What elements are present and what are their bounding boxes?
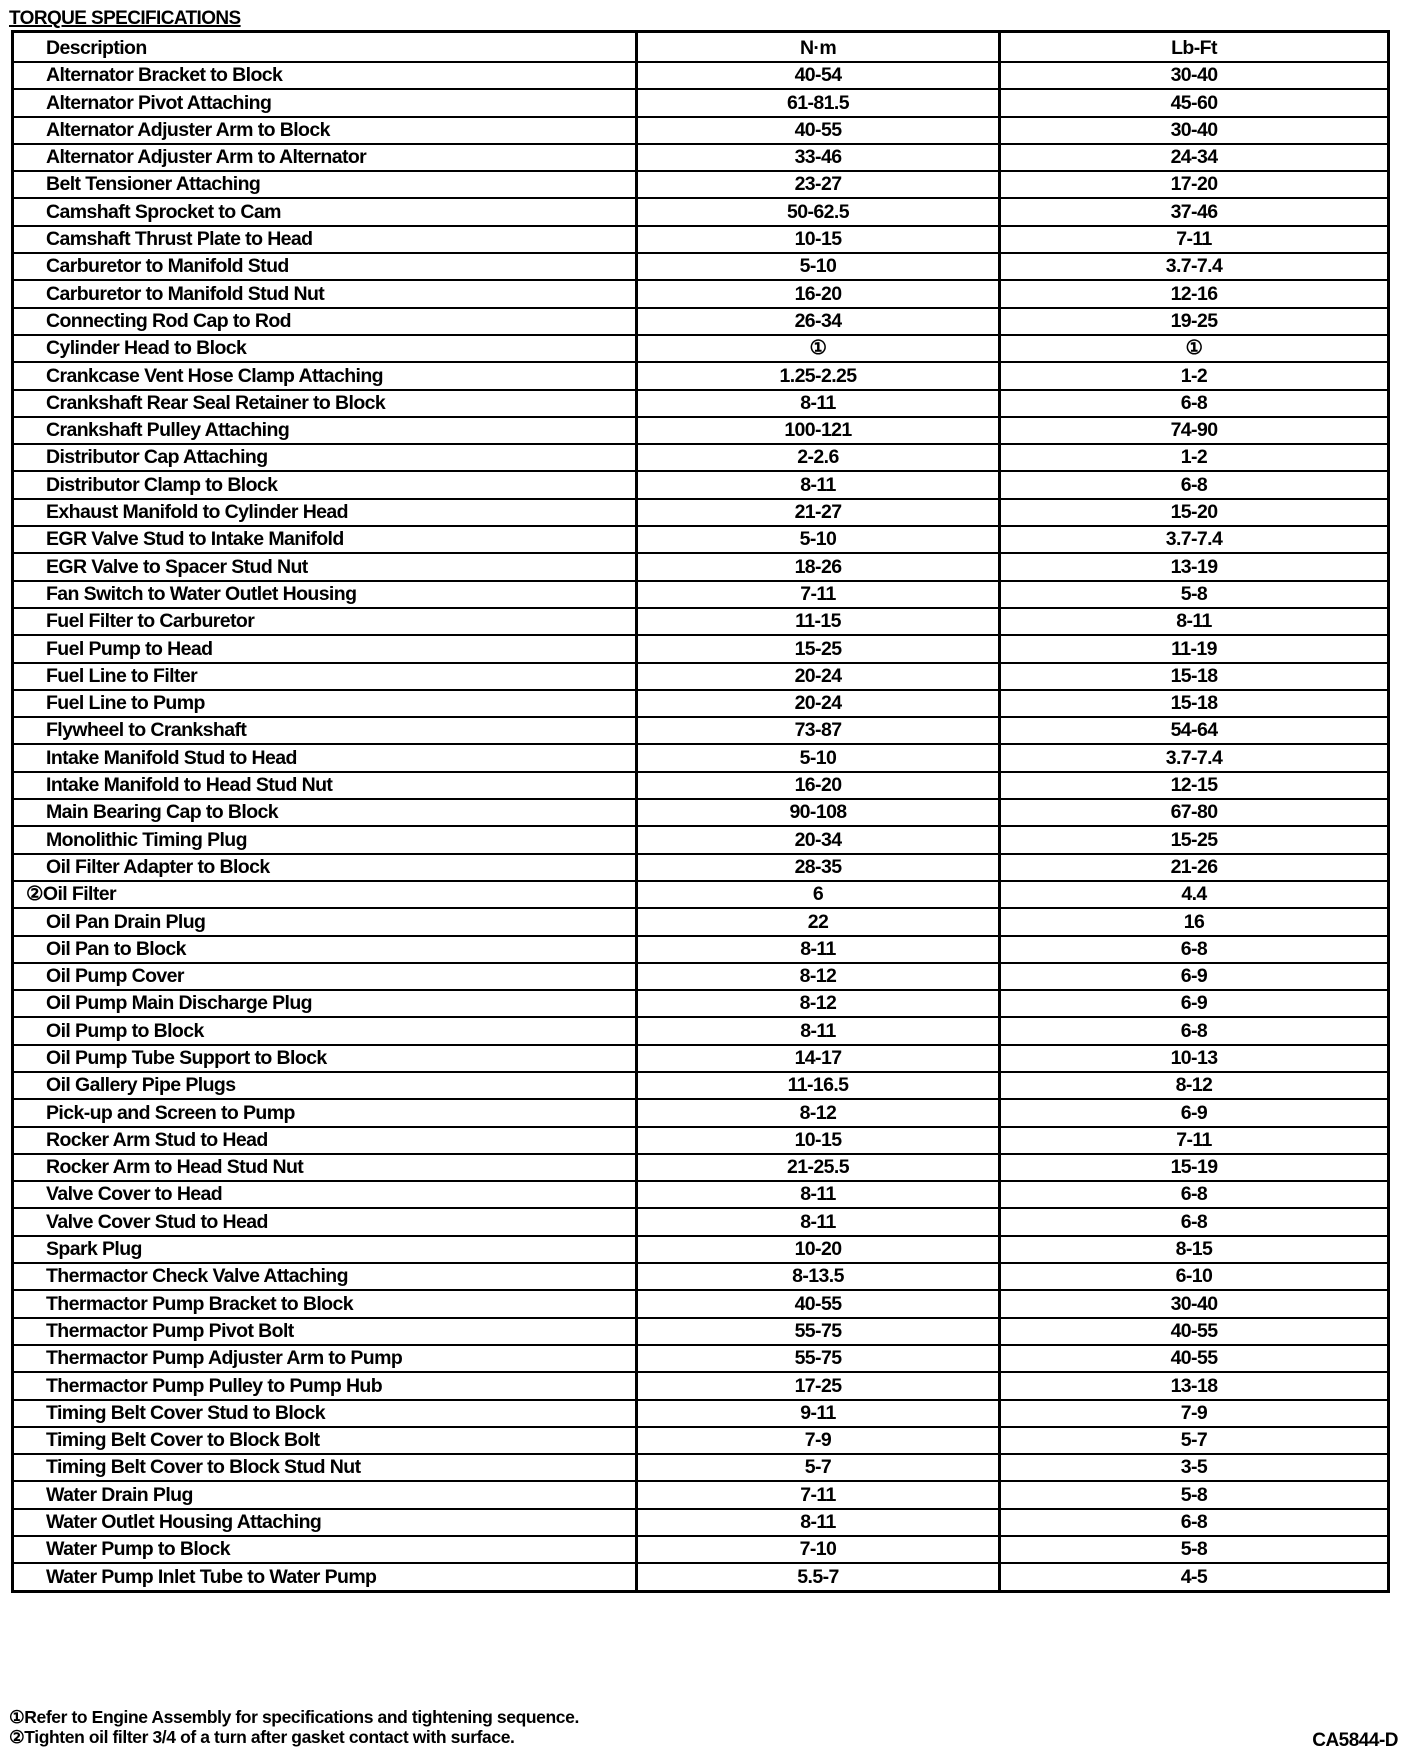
description-text: Flywheel to Crankshaft — [46, 719, 247, 742]
description-cell — [13, 1400, 637, 1427]
description-text: Oil Pump to Block — [46, 1019, 204, 1042]
table-row — [13, 1509, 1389, 1536]
description-cell — [13, 635, 637, 662]
description-text: Alternator Adjuster Arm to Block — [46, 118, 330, 141]
description-text: Pick-up and Screen to Pump — [46, 1101, 295, 1124]
nm-value-cell: 15-25 — [637, 635, 1000, 662]
nm-value-cell: ① — [637, 335, 1000, 362]
description-cell — [13, 744, 637, 771]
nm-value-cell: 5.5-7 — [637, 1563, 1000, 1591]
lbft-value-cell: 12-16 — [1000, 280, 1389, 307]
lbft-value-cell: 15-19 — [1000, 1154, 1389, 1181]
table-row — [13, 717, 1389, 744]
description-text: Crankshaft Rear Seal Retainer to Block — [46, 391, 386, 414]
lbft-value-cell: 54-64 — [1000, 717, 1389, 744]
lbft-value-cell: 5-8 — [1000, 581, 1389, 608]
column-header-lbft: Lb-Ft — [1000, 32, 1389, 63]
nm-value-cell: 10-15 — [637, 226, 1000, 253]
nm-value-cell: 14-17 — [637, 1045, 1000, 1072]
lbft-value-cell: 3.7-7.4 — [1000, 253, 1389, 280]
table-row — [13, 1454, 1389, 1481]
nm-value-cell: 55-75 — [637, 1345, 1000, 1372]
nm-value-cell: 7-11 — [637, 581, 1000, 608]
lbft-value-cell: 74-90 — [1000, 417, 1389, 444]
description-text: Carburetor to Manifold Stud — [46, 255, 289, 278]
table-row — [13, 117, 1389, 144]
figure-code: CA5844-D — [1312, 1730, 1398, 1751]
footnote-2: ②Tighten oil filter 3/4 of a turn after gasket contact with surface. — [9, 1727, 515, 1747]
nm-value-cell: 10-20 — [637, 1236, 1000, 1263]
description-text: Main Bearing Cap to Block — [46, 801, 279, 824]
lbft-value-cell: 6-8 — [1000, 1208, 1389, 1235]
table-row — [13, 253, 1389, 280]
description-text: Camshaft Thrust Plate to Head — [46, 228, 313, 251]
description-text: Exhaust Manifold to Cylinder Head — [46, 501, 348, 524]
table-row — [13, 608, 1389, 635]
description-cell — [13, 826, 637, 853]
description-cell — [13, 717, 637, 744]
table-row — [13, 1318, 1389, 1345]
nm-value-cell: 40-55 — [637, 117, 1000, 144]
table-row — [13, 390, 1389, 417]
nm-value-cell: 2-2.6 — [637, 444, 1000, 471]
footnote-1: ①Refer to Engine Assembly for specifications and tightening sequence. — [9, 1707, 579, 1727]
description-text: Water Pump Inlet Tube to Water Pump — [46, 1565, 377, 1588]
table-row — [13, 1345, 1389, 1372]
table-row — [13, 308, 1389, 335]
description-cell — [13, 1181, 637, 1208]
description-text: Oil Filter — [42, 883, 116, 906]
table-row — [13, 362, 1389, 389]
table-row — [13, 89, 1389, 116]
lbft-value-cell: 4.4 — [1000, 881, 1389, 908]
table-row — [13, 1400, 1389, 1427]
table-row — [13, 499, 1389, 526]
table-row — [13, 799, 1389, 826]
description-text: Oil Gallery Pipe Plugs — [46, 1074, 236, 1097]
description-cell — [13, 799, 637, 826]
description-text: Oil Pump Tube Support to Block — [46, 1046, 327, 1069]
description-text: Fan Switch to Water Outlet Housing — [46, 582, 357, 605]
table-row — [13, 417, 1389, 444]
nm-value-cell: 5-7 — [637, 1454, 1000, 1481]
nm-value-cell: 17-25 — [637, 1372, 1000, 1399]
nm-value-cell: 28-35 — [637, 854, 1000, 881]
lbft-value-cell: 8-15 — [1000, 1236, 1389, 1263]
description-cell — [13, 62, 637, 89]
lbft-value-cell: 13-18 — [1000, 1372, 1389, 1399]
description-text: Alternator Pivot Attaching — [46, 91, 272, 114]
table-row — [13, 1181, 1389, 1208]
description-cell — [13, 1236, 637, 1263]
torque-spec-table — [11, 30, 1390, 1593]
description-cell — [13, 908, 637, 935]
nm-value-cell: 18-26 — [637, 553, 1000, 580]
lbft-value-cell: 6-8 — [1000, 471, 1389, 498]
description-cell — [13, 362, 637, 389]
lbft-value-cell: 15-18 — [1000, 663, 1389, 690]
table-row — [13, 908, 1389, 935]
table-row — [13, 62, 1389, 89]
table-row — [13, 690, 1389, 717]
nm-value-cell: 5-10 — [637, 744, 1000, 771]
description-cell — [13, 690, 637, 717]
nm-value-cell: 55-75 — [637, 1318, 1000, 1345]
description-text: Oil Filter Adapter to Block — [46, 855, 270, 878]
description-text: Thermactor Check Valve Attaching — [46, 1265, 348, 1288]
description-cell — [13, 854, 637, 881]
description-text: Thermactor Pump Bracket to Block — [46, 1292, 353, 1315]
nm-value-cell: 8-12 — [637, 990, 1000, 1017]
table-row — [13, 1045, 1389, 1072]
description-cell — [13, 171, 637, 198]
nm-value-cell: 8-12 — [637, 1099, 1000, 1126]
lbft-value-cell: 13-19 — [1000, 553, 1389, 580]
table-row — [13, 1236, 1389, 1263]
nm-value-cell: 50-62.5 — [637, 198, 1000, 225]
nm-value-cell: 10-15 — [637, 1127, 1000, 1154]
column-header-nm: N·m — [637, 32, 1000, 63]
nm-value-cell: 100-121 — [637, 417, 1000, 444]
lbft-value-cell: 7-11 — [1000, 1127, 1389, 1154]
table-row — [13, 1154, 1389, 1181]
nm-value-cell: 90-108 — [637, 799, 1000, 826]
nm-value-cell: 20-24 — [637, 663, 1000, 690]
description-cell — [13, 1536, 637, 1563]
table-row — [13, 963, 1389, 990]
description-cell — [13, 280, 637, 307]
table-row — [13, 471, 1389, 498]
lbft-value-cell: 8-11 — [1000, 608, 1389, 635]
nm-value-cell: 8-11 — [637, 1509, 1000, 1536]
nm-value-cell: 5-10 — [637, 253, 1000, 280]
description-text: Oil Pan Drain Plug — [46, 910, 206, 933]
lbft-value-cell: 6-8 — [1000, 390, 1389, 417]
nm-value-cell: 8-12 — [637, 963, 1000, 990]
description-text: Distributor Cap Attaching — [46, 446, 268, 469]
description-cell — [13, 1072, 637, 1099]
nm-value-cell: 22 — [637, 908, 1000, 935]
table-row — [13, 881, 1389, 908]
description-text: Thermactor Pump Pulley to Pump Hub — [46, 1374, 383, 1397]
description-cell — [13, 471, 637, 498]
page-title: TORQUE SPECIFICATIONS — [9, 8, 241, 29]
nm-value-cell: 23-27 — [637, 171, 1000, 198]
description-cell — [13, 663, 637, 690]
lbft-value-cell: 15-18 — [1000, 690, 1389, 717]
description-cell — [13, 1372, 637, 1399]
nm-value-cell: 7-11 — [637, 1481, 1000, 1508]
lbft-value-cell: 6-9 — [1000, 963, 1389, 990]
lbft-value-cell: 40-55 — [1000, 1318, 1389, 1345]
description-cell — [13, 198, 637, 225]
description-text: Crankcase Vent Hose Clamp Attaching — [46, 364, 383, 387]
lbft-value-cell: 67-80 — [1000, 799, 1389, 826]
table-row — [13, 226, 1389, 253]
description-text: Fuel Line to Pump — [46, 692, 205, 715]
nm-value-cell: 20-24 — [637, 690, 1000, 717]
lbft-value-cell: 15-20 — [1000, 499, 1389, 526]
lbft-value-cell: 10-13 — [1000, 1045, 1389, 1072]
description-text: Timing Belt Cover Stud to Block — [46, 1401, 325, 1424]
description-text: Alternator Bracket to Block — [46, 64, 283, 87]
description-cell — [13, 390, 637, 417]
description-cell — [13, 553, 637, 580]
nm-value-cell: 8-11 — [637, 936, 1000, 963]
description-cell — [13, 1208, 637, 1235]
lbft-value-cell: 30-40 — [1000, 62, 1389, 89]
description-cell — [13, 936, 637, 963]
lbft-value-cell: 6-9 — [1000, 1099, 1389, 1126]
nm-value-cell: 16-20 — [637, 772, 1000, 799]
table-row — [13, 171, 1389, 198]
table-row — [13, 1372, 1389, 1399]
lbft-value-cell: 5-8 — [1000, 1481, 1389, 1508]
description-cell — [13, 308, 637, 335]
table-row — [13, 854, 1389, 881]
lbft-value-cell: 6-8 — [1000, 1509, 1389, 1536]
description-text: Thermactor Pump Pivot Bolt — [46, 1319, 294, 1342]
description-text: Intake Manifold Stud to Head — [46, 746, 297, 769]
lbft-value-cell: 5-8 — [1000, 1536, 1389, 1563]
description-text: Rocker Arm to Head Stud Nut — [46, 1156, 304, 1179]
description-text: Rocker Arm Stud to Head — [46, 1128, 268, 1151]
table-row — [13, 744, 1389, 771]
description-text: Camshaft Sprocket to Cam — [46, 200, 281, 223]
table-row — [13, 581, 1389, 608]
table-row — [13, 198, 1389, 225]
description-cell — [13, 444, 637, 471]
lbft-value-cell: 7-11 — [1000, 226, 1389, 253]
description-cell — [13, 417, 637, 444]
table-row — [13, 1536, 1389, 1563]
description-cell — [13, 1481, 637, 1508]
description-text: Alternator Adjuster Arm to Alternator — [46, 146, 367, 169]
lbft-value-cell: 6-8 — [1000, 936, 1389, 963]
lbft-value-cell: 19-25 — [1000, 308, 1389, 335]
description-text: Distributor Clamp to Block — [46, 473, 278, 496]
table-row — [13, 1290, 1389, 1317]
description-text: Water Pump to Block — [46, 1538, 230, 1561]
lbft-value-cell: 6-8 — [1000, 1181, 1389, 1208]
description-text: Timing Belt Cover to Block Bolt — [46, 1429, 320, 1452]
description-text: Oil Pan to Block — [46, 937, 186, 960]
table-row — [13, 444, 1389, 471]
column-header-description: Description — [13, 32, 637, 63]
nm-value-cell: 16-20 — [637, 280, 1000, 307]
nm-value-cell: 20-34 — [637, 826, 1000, 853]
description-cell — [13, 1154, 637, 1181]
nm-value-cell: 1.25-2.25 — [637, 362, 1000, 389]
lbft-value-cell: 3.7-7.4 — [1000, 744, 1389, 771]
description-cell — [13, 117, 637, 144]
lbft-value-cell: 15-25 — [1000, 826, 1389, 853]
lbft-value-cell: 30-40 — [1000, 117, 1389, 144]
lbft-value-cell: ① — [1000, 335, 1389, 362]
description-text: Connecting Rod Cap to Rod — [46, 309, 291, 332]
lbft-value-cell: 11-19 — [1000, 635, 1389, 662]
lbft-value-cell: 7-9 — [1000, 1400, 1389, 1427]
description-cell — [13, 1318, 637, 1345]
description-text: EGR Valve Stud to Intake Manifold — [46, 528, 344, 551]
description-cell — [13, 990, 637, 1017]
table-row — [13, 144, 1389, 171]
table-row — [13, 826, 1389, 853]
nm-value-cell: 8-11 — [637, 471, 1000, 498]
lbft-value-cell: 1-2 — [1000, 444, 1389, 471]
lbft-value-cell: 4-5 — [1000, 1563, 1389, 1591]
description-text: Intake Manifold to Head Stud Nut — [46, 774, 333, 797]
description-text: Cylinder Head to Block — [46, 337, 247, 360]
table-row — [13, 1099, 1389, 1126]
table-row — [13, 280, 1389, 307]
lbft-value-cell: 3.7-7.4 — [1000, 526, 1389, 553]
lbft-value-cell: 6-8 — [1000, 1017, 1389, 1044]
description-text: Timing Belt Cover to Block Stud Nut — [46, 1456, 361, 1479]
description-cell — [13, 881, 637, 908]
description-cell — [13, 1427, 637, 1454]
description-text: Water Outlet Housing Attaching — [46, 1511, 322, 1534]
nm-value-cell: 7-9 — [637, 1427, 1000, 1454]
nm-value-cell: 9-11 — [637, 1400, 1000, 1427]
description-text: Thermactor Pump Adjuster Arm to Pump — [46, 1347, 403, 1370]
description-cell — [13, 1290, 637, 1317]
lbft-value-cell: 16 — [1000, 908, 1389, 935]
description-cell — [13, 89, 637, 116]
table-row — [13, 1563, 1389, 1591]
description-cell — [13, 499, 637, 526]
description-cell — [13, 1263, 637, 1290]
nm-value-cell: 6 — [637, 881, 1000, 908]
nm-value-cell: 8-13.5 — [637, 1263, 1000, 1290]
description-text: Oil Pump Main Discharge Plug — [46, 992, 312, 1015]
nm-value-cell: 8-11 — [637, 1017, 1000, 1044]
description-cell — [13, 1509, 637, 1536]
description-text: Valve Cover to Head — [46, 1183, 223, 1206]
lbft-value-cell: 21-26 — [1000, 854, 1389, 881]
nm-value-cell: 11-16.5 — [637, 1072, 1000, 1099]
description-cell — [13, 1099, 637, 1126]
description-text: Fuel Line to Filter — [46, 664, 198, 687]
nm-value-cell: 8-11 — [637, 1181, 1000, 1208]
description-cell — [13, 963, 637, 990]
lbft-value-cell: 8-12 — [1000, 1072, 1389, 1099]
description-cell — [13, 335, 637, 362]
nm-value-cell: 61-81.5 — [637, 89, 1000, 116]
nm-value-cell: 40-55 — [637, 1290, 1000, 1317]
description-cell — [13, 581, 637, 608]
lbft-value-cell: 3-5 — [1000, 1454, 1389, 1481]
description-text: Water Drain Plug — [46, 1483, 193, 1506]
description-text: Monolithic Timing Plug — [46, 828, 247, 851]
nm-value-cell: 5-10 — [637, 526, 1000, 553]
nm-value-cell: 33-46 — [637, 144, 1000, 171]
description-text: Oil Pump Cover — [46, 965, 184, 988]
lbft-value-cell: 5-7 — [1000, 1427, 1389, 1454]
lbft-value-cell: 37-46 — [1000, 198, 1389, 225]
lbft-value-cell: 6-10 — [1000, 1263, 1389, 1290]
description-cell — [13, 253, 637, 280]
lbft-value-cell: 24-34 — [1000, 144, 1389, 171]
description-text: Spark Plug — [46, 1238, 142, 1261]
lbft-value-cell: 12-15 — [1000, 772, 1389, 799]
description-text: Crankshaft Pulley Attaching — [46, 419, 290, 442]
table-row — [13, 936, 1389, 963]
description-cell — [13, 1045, 637, 1072]
description-text: Fuel Filter to Carburetor — [46, 610, 255, 633]
table-row — [13, 772, 1389, 799]
footnote-marker: ② — [26, 883, 43, 906]
table-row — [13, 1427, 1389, 1454]
table-row — [13, 635, 1389, 662]
lbft-value-cell: 1-2 — [1000, 362, 1389, 389]
description-cell — [13, 226, 637, 253]
description-cell — [13, 608, 637, 635]
lbft-value-cell: 6-9 — [1000, 990, 1389, 1017]
description-cell — [13, 772, 637, 799]
table-body — [13, 62, 1389, 1591]
nm-value-cell: 8-11 — [637, 1208, 1000, 1235]
table-row — [13, 1127, 1389, 1154]
table-row — [13, 1263, 1389, 1290]
lbft-value-cell: 40-55 — [1000, 1345, 1389, 1372]
nm-value-cell: 21-27 — [637, 499, 1000, 526]
lbft-value-cell: 45-60 — [1000, 89, 1389, 116]
table-row — [13, 1072, 1389, 1099]
table-row — [13, 990, 1389, 1017]
table-row — [13, 663, 1389, 690]
description-text: Fuel Pump to Head — [46, 637, 213, 660]
table-row — [13, 1208, 1389, 1235]
description-cell — [13, 1017, 637, 1044]
nm-value-cell: 21-25.5 — [637, 1154, 1000, 1181]
nm-value-cell: 26-34 — [637, 308, 1000, 335]
nm-value-cell: 8-11 — [637, 390, 1000, 417]
description-text: Belt Tensioner Attaching — [46, 173, 261, 196]
description-text: Valve Cover Stud to Head — [46, 1210, 268, 1233]
table-row — [13, 1481, 1389, 1508]
nm-value-cell: 40-54 — [637, 62, 1000, 89]
table-row — [13, 526, 1389, 553]
description-cell — [13, 526, 637, 553]
description-cell — [13, 1563, 637, 1591]
nm-value-cell: 11-15 — [637, 608, 1000, 635]
description-cell — [13, 1127, 637, 1154]
nm-value-cell: 73-87 — [637, 717, 1000, 744]
table-row — [13, 1017, 1389, 1044]
description-text: EGR Valve to Spacer Stud Nut — [46, 555, 308, 578]
description-cell — [13, 144, 637, 171]
table-row — [13, 335, 1389, 362]
nm-value-cell: 7-10 — [637, 1536, 1000, 1563]
lbft-value-cell: 17-20 — [1000, 171, 1389, 198]
description-cell — [13, 1345, 637, 1372]
description-cell — [13, 1454, 637, 1481]
table-row — [13, 553, 1389, 580]
table-header-row — [13, 32, 1389, 63]
description-text: Carburetor to Manifold Stud Nut — [46, 282, 325, 305]
lbft-value-cell: 30-40 — [1000, 1290, 1389, 1317]
